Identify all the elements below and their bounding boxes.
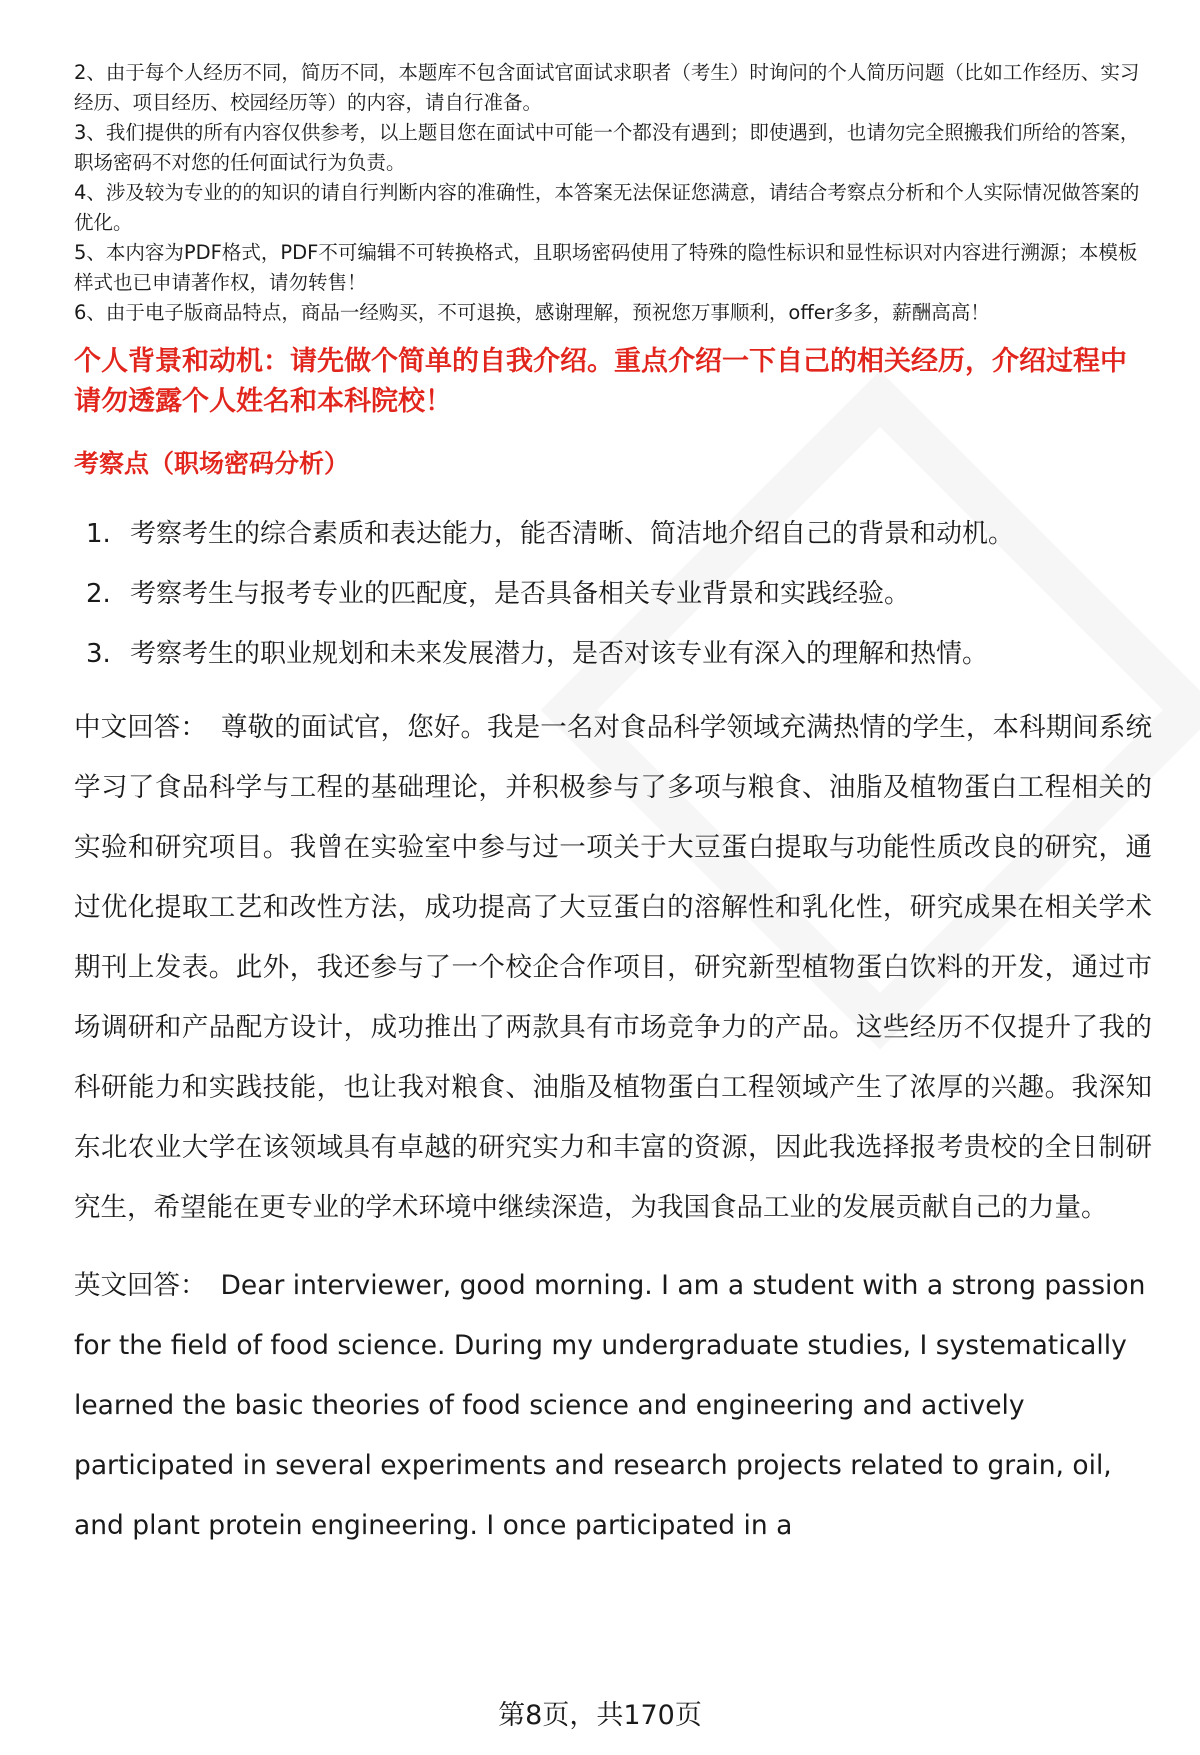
chinese-answer-text: 尊敬的面试官，您好。我是一名对食品科学领域充满热情的学生，本科期间系统学习了食品科学与工程的基础理论，并积极参与了多项与粮食、油脂及植物蛋白工程相关的实验和研究项目。我曾在实验室中参与过一项关于大豆蛋白提取与功能性质改良的研究，通过优化提取工艺和改性方法，成功提高了大豆蛋白的溶解性和乳化性，研究成果在相关学术期刊上发表。此外，我还参与了一个校企合作项目，研究新型植物蛋白饮料的开发，通过市场调研和产品配方设计，成功推出了两款具有市场竞争力的产品。这些经历不仅提升了我的科研能力和实践技能，也让我对粮食、油脂及植物蛋白工程领域产生了浓厚的兴趣。我深知东北农业大学在该领域具有卓越的研究实力和丰富的资源，因此我选择报考贵校的全日制研究生，希望能在更专业的学术环境中继续深造，为我国食品工业的发展贡献自己的力量。 — [74, 712, 1153, 1223]
point-number: 2. — [86, 579, 111, 609]
analysis-point — [86, 564, 1152, 624]
chinese-answer — [74, 698, 1152, 1238]
analysis-point — [86, 624, 1152, 684]
analysis-point — [86, 504, 1152, 564]
note-item: 4、涉及较为专业的的知识的请自行判断内容的准确性，本答案无法保证您满意，请结合考察点分析和个人实际情况做答案的优化。 — [74, 181, 1140, 234]
notes-list — [74, 58, 1152, 328]
analysis-points — [74, 504, 1152, 684]
point-text: 考察考生与报考专业的匹配度，是否具备相关专业背景和实践经验。 — [130, 579, 911, 609]
english-answer-label: 英文回答： — [74, 1270, 207, 1301]
analysis-heading: 考察点（职场密码分析） — [74, 449, 350, 478]
note-item: 5、本内容为PDF格式，PDF不可编辑不可转换格式，且职场密码使用了特殊的隐性标识和显性标识对内容进行溯源；本模板样式也已申请著作权，请勿转售！ — [74, 241, 1138, 294]
point-number: 1. — [86, 519, 111, 549]
page-footer: 第8页，共170页 — [498, 1700, 702, 1731]
point-text: 考察考生的职业规划和未来发展潜力，是否对该专业有深入的理解和热情。 — [130, 639, 989, 669]
note-item: 3、我们提供的所有内容仅供参考，以上题目您在面试中可能一个都没有遇到；即使遇到，也请勿完全照搬我们所给的答案，职场密码不对您的任何面试行为负责。 — [74, 121, 1140, 174]
chinese-answer-label: 中文回答： — [74, 712, 208, 743]
point-text: 考察考生的综合素质和表达能力，能否清晰、简洁地介绍自己的背景和动机。 — [130, 519, 1015, 549]
english-answer — [74, 1256, 1152, 1556]
question-heading: 个人背景和动机：请先做个简单的自我介绍。重点介绍一下自己的相关经历，介绍过程中请勿透露个人姓名和本科院校！ — [74, 346, 1127, 417]
english-answer-text: Dear interviewer, good morning. I am a student with a strong passion for the field of food science. During my undergraduate studies, I systematically learned the basic theories of food science and engineering and actively participated in several experiments and research projects related to grain, oil, and plant protein engineering. I once participated in a — [74, 1270, 1146, 1541]
note-item: 6、由于电子版商品特点，商品一经购买，不可退换，感谢理解，预祝您万事顺利，offer多多，薪酬高高！ — [74, 301, 990, 324]
point-number: 3. — [86, 639, 111, 669]
note-item: 2、由于每个人经历不同，简历不同，本题库不包含面试官面试求职者（考生）时询问的个人简历问题（比如工作经历、实习经历、项目经历、校园经历等）的内容，请自行准备。 — [74, 61, 1140, 114]
